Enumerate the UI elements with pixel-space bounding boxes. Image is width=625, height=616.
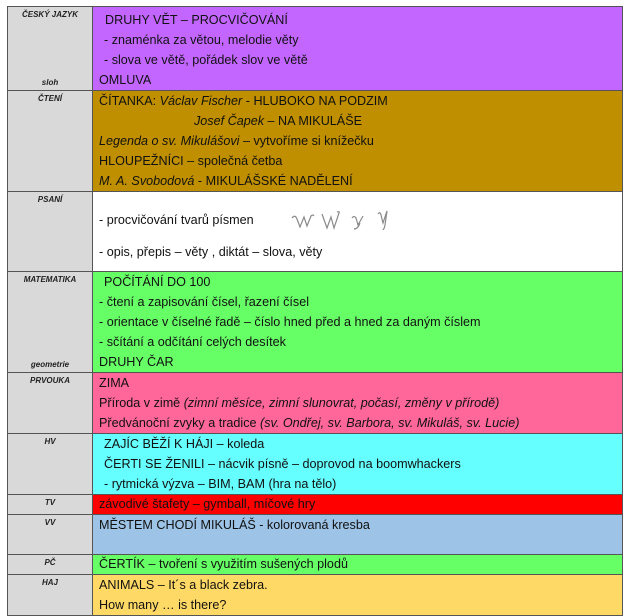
text: POČÍTÁNÍ DO 100: [104, 275, 211, 289]
text: - slova ve větě, pořádek slov ve větě: [104, 53, 308, 67]
subject-name: PRVOUKA: [29, 376, 70, 385]
content-line: [93, 312, 622, 332]
content-line: [93, 70, 622, 90]
handwritten-letters-image: [290, 210, 400, 230]
content-line: [93, 515, 622, 535]
subject-name: HAJ: [41, 578, 58, 587]
row-matematika: [8, 272, 623, 373]
content-line: [93, 50, 622, 70]
handwriting-line: [93, 210, 622, 230]
italic-text: M. A. Svobodová: [99, 174, 195, 188]
content-cell: [93, 555, 623, 575]
content-line: [99, 210, 254, 230]
subject-cell: [8, 7, 93, 91]
italic-text: Legenda o sv. Mikulášovi: [99, 134, 240, 148]
content-line: [93, 413, 622, 433]
subject-cell: [8, 515, 93, 555]
row-cteni: [8, 91, 623, 192]
subject-cell: [8, 495, 93, 515]
content-line: [93, 393, 622, 413]
row-prvouka: [8, 373, 623, 434]
row-vv: [8, 515, 623, 555]
text: ČERTI SE ŽENILI – nácvik písně – doprovod na boomwhackers: [104, 457, 461, 471]
text: DRUHY VĚT – PROCVIČOVÁNÍ: [105, 13, 288, 27]
content-cell: [93, 373, 623, 434]
subject-name: HV: [44, 437, 56, 446]
content-line: [93, 373, 622, 393]
content-cell: [93, 515, 623, 555]
text: MĚSTEM CHODÍ MIKULÁŠ - kolorovaná kresba: [99, 518, 370, 532]
content-line: [93, 292, 622, 312]
content-line: [93, 352, 622, 372]
weekly-plan-table: [7, 6, 623, 616]
content-cell: [93, 575, 623, 616]
subject-name: TV: [44, 498, 56, 507]
content-line: [93, 555, 622, 573]
row-psani: [8, 192, 623, 272]
text: – vytvoříme si knížečku: [239, 134, 374, 148]
text: How many … is there?: [99, 598, 227, 612]
content-line: [93, 474, 622, 494]
subject-cell: [8, 555, 93, 575]
text: - MIKULÁŠSKÉ NADĚLENÍ: [194, 174, 353, 188]
row-pc: [8, 555, 623, 575]
text: - orientace v číselné řadě – číslo hned před a hned za daným číslem: [99, 315, 481, 329]
text: DRUHY ČAR: [99, 355, 174, 369]
content-line: [93, 272, 622, 292]
subject-name: PSANÍ: [37, 195, 63, 204]
text: Předvánoční zvyky a tradice: [99, 416, 260, 430]
text: ANIMALS – It´s a black zebra.: [99, 578, 268, 592]
content-line: [93, 91, 622, 111]
subject-name: ČESKÝ JAZYK: [21, 10, 78, 19]
text: - procvičování tvarů písmen: [99, 213, 254, 227]
subject-name: ČTENÍ: [38, 94, 62, 103]
text: ZAJÍC BĚŽÍ K HÁJI – koleda: [104, 437, 265, 451]
content-line: [93, 575, 622, 595]
row-hv: [8, 434, 623, 495]
text: - sčítání a odčítání celých desítek: [99, 335, 286, 349]
content-cell: [93, 7, 623, 91]
subject-cell: [8, 192, 93, 272]
row-tv: [8, 495, 623, 515]
content-cell: [93, 495, 623, 515]
text: – NA MIKULÁŠE: [264, 114, 363, 128]
text: Příroda v zimě: [99, 396, 184, 410]
content-line: [93, 10, 622, 30]
content-cell: [93, 434, 623, 495]
row-haj: [8, 575, 623, 616]
subject-subname: geometrie: [30, 360, 70, 369]
content-line: [93, 171, 622, 191]
content-cell: [93, 192, 623, 272]
text: HLOUPEŽNÍCI – společná četba: [99, 154, 283, 168]
content-line: [93, 30, 622, 50]
subject-cell: [8, 373, 93, 434]
text: ČÍTANKA:: [99, 94, 160, 108]
subject-name: PČ: [44, 558, 56, 567]
content-cell: [93, 91, 623, 192]
subject-name: VV: [44, 518, 56, 527]
text: - čtení a zapisování čísel, řazení čísel: [99, 295, 309, 309]
content-line: [93, 131, 622, 151]
text: - HLUBOKO NA PODZIM: [242, 94, 388, 108]
content-line: [93, 242, 622, 262]
italic-text: (zimní měsíce, zimní slunovrat, počasí, změny v přírodě): [183, 396, 500, 410]
text: - opis, přepis – věty , diktát – slova, věty: [99, 245, 323, 259]
content-line: [93, 495, 622, 513]
italic-text: (sv. Ondřej, sv. Barbora, sv. Mikuláš, sv. Lucie): [260, 416, 520, 430]
text: OMLUVA: [99, 73, 152, 87]
row-cesky-jazyk: [8, 7, 623, 91]
content-line: [93, 151, 622, 171]
content-line: [93, 595, 622, 615]
text: - rytmická výzva – BIM, BAM (hra na tělo): [104, 477, 337, 491]
text: ZIMA: [99, 376, 130, 390]
subject-cell: [8, 91, 93, 192]
content-cell: [93, 272, 623, 373]
content-line: [93, 454, 622, 474]
text: ČERTÍK – tvoření s využitím sušených plodů: [99, 557, 348, 571]
content-line: [93, 111, 622, 131]
italic-text: Václav Fischer: [159, 94, 243, 108]
subject-cell: [8, 272, 93, 373]
subject-name: MATEMATIKA: [23, 275, 77, 284]
content-line: [93, 332, 622, 352]
italic-text: Josef Čapek: [194, 114, 265, 128]
subject-cell: [8, 575, 93, 616]
subject-subname: sloh: [41, 78, 59, 87]
text: - znaménka za větou, melodie věty: [104, 33, 299, 47]
content-line: [93, 434, 622, 454]
text: závodivé štafety – gymball, míčové hry: [99, 497, 316, 511]
subject-cell: [8, 434, 93, 495]
